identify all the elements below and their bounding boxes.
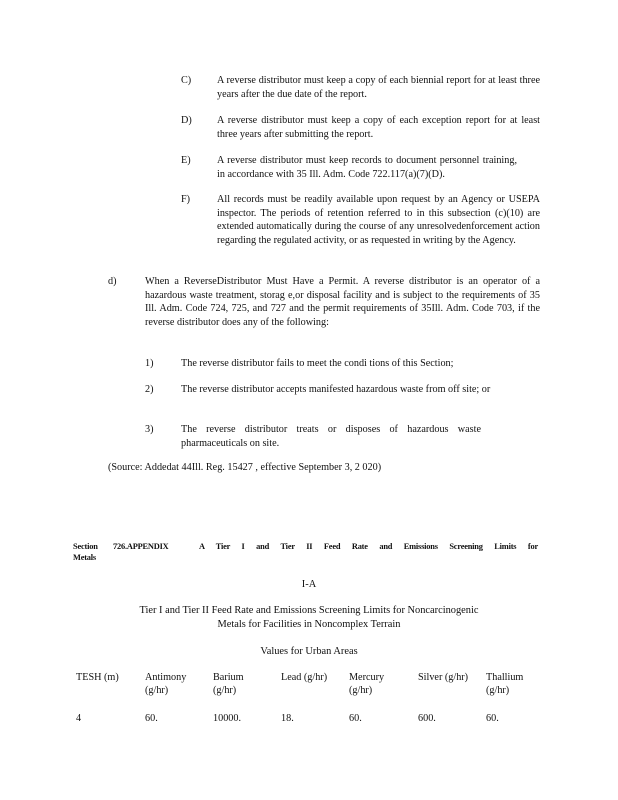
column-header-lead: Lead (g/hr): [281, 672, 328, 683]
table-cell: 60.: [486, 713, 499, 724]
source-note: (Source: Addedat 44Ill. Reg. 15427 , effective September 3, 2 020): [108, 462, 382, 473]
section-d-marker: d): [108, 276, 117, 287]
section-label: Section: [73, 542, 98, 551]
subitem-marker: 2): [145, 384, 154, 395]
item-marker: D): [181, 115, 192, 126]
table-cell: 600.: [418, 713, 436, 724]
table-title-line1: Tier I and Tier II Feed Rate and Emissions Screening Limits for Noncarcinogenic: [139, 605, 479, 616]
table-cell: 18.: [281, 713, 294, 724]
item-marker: E): [181, 155, 191, 166]
table-subtitle: Values for Urban Areas: [260, 646, 358, 657]
item-marker: C): [181, 75, 192, 86]
table-id: I-A: [301, 579, 317, 590]
item-text: All records must be readily available upon request by an Agency or USEPA inspector. The periods of retention referred to in this subsection (c)(10) are extended automatically during the course of any unresolvedenforcement action regarding the regulated activity, or as requested in writing by the Agency.: [217, 194, 540, 246]
section-number: 726.APPENDIX: [113, 542, 169, 551]
table-cell: 10000.: [213, 713, 242, 724]
item-text: A reverse distributor must keep a copy of each biennial report for at least three years after the due date of the report.: [217, 75, 540, 100]
subitem-marker: 3): [145, 424, 154, 435]
table-cell: 4: [76, 713, 82, 724]
subitem-text: The reverse distributor fails to meet the condi tions of this Section;: [181, 358, 454, 369]
section-d-text: When a ReverseDistributor Must Have a Permit. A reverse distributor is an operator of a hazardous waste treatment, storag e,or disposal facility and is subject to the requirements of 35 Ill. Adm. Code 724, 725, and 727 and the permit requirements of 35Ill. Adm. Code 703, if the reverse distributor does any of the following:: [145, 276, 540, 328]
subitem-text: The reverse distributor accepts manifested hazardous waste from off site; or: [181, 384, 491, 395]
table-cell: 60.: [145, 713, 158, 724]
item-text: A reverse distributor must keep records to document personnel training, in accordance with 35 Ill. Adm. Code 722.117(a)(7)(D).: [217, 155, 517, 180]
subitem-text: The reverse distributor treats or disposes of hazardous waste pharmaceuticals on site.: [181, 424, 481, 449]
section-title-cont: Metals: [73, 553, 96, 562]
column-header-thallium: Thallium (g/hr): [486, 672, 524, 696]
section-title: A Tier I and Tier II Feed Rate and Emissions Screening Limits for: [199, 542, 538, 551]
column-header-mercury: Mercury (g/hr): [349, 672, 385, 696]
column-header-silver: Silver (g/hr): [418, 672, 469, 683]
item-marker: F): [181, 194, 191, 205]
column-header-antimony: Antimony (g/hr): [145, 672, 187, 696]
column-header-tesh: TESH (m): [76, 672, 119, 683]
table-title-line2: Metals for Facilities in Noncomplex Terrain: [217, 619, 401, 630]
item-text: A reverse distributor must keep a copy of each exception report for at least three years after submitting the report.: [217, 115, 540, 140]
table-cell: 60.: [349, 713, 362, 724]
column-header-barium: Barium (g/hr): [213, 672, 244, 696]
subitem-marker: 1): [145, 358, 154, 369]
